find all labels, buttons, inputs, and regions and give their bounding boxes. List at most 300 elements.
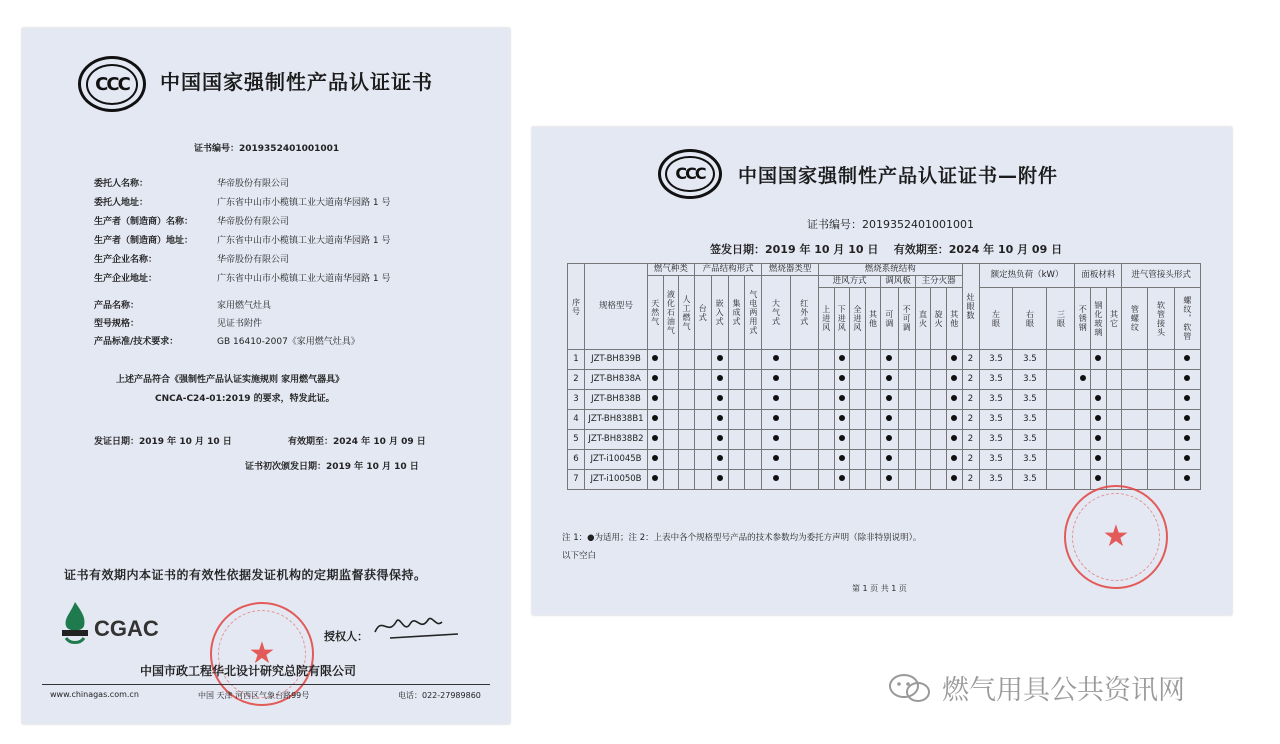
cell-mark (711, 410, 728, 430)
cell-mark (663, 410, 679, 430)
cell-eyes: 2 (962, 410, 979, 430)
phone: 电话：022-27989860 (398, 691, 481, 700)
cell-mark (1091, 450, 1107, 470)
cell-mark (1148, 390, 1174, 410)
bullet-icon (886, 475, 892, 481)
watermark-text: 燃气用具公共资讯网 (942, 675, 1185, 706)
bullet-icon (773, 355, 779, 361)
table-row (568, 390, 1201, 410)
bullet-icon (839, 375, 845, 381)
cell-mark (818, 450, 834, 470)
info-value: 广东省中山市小榄镇工业大道南华园路 1 号 (217, 236, 391, 246)
issue-date: 发证日期：2019 年 10 月 10 日 (94, 437, 232, 447)
bullet-icon (1184, 395, 1190, 401)
cell-mark (931, 470, 947, 490)
col-fire-2: 其他 (946, 288, 962, 350)
cell-mark (1174, 430, 1200, 450)
cell-mark (881, 390, 898, 410)
cell-mark (663, 390, 679, 410)
cell-load-right: 3.5 (1013, 390, 1047, 410)
cell-mark (1075, 470, 1091, 490)
bullet-icon (951, 475, 957, 481)
cell-mark (834, 470, 850, 490)
col-air-2: 全进风 (850, 288, 866, 350)
cell-mark (663, 450, 679, 470)
cell-load-left: 3.5 (979, 430, 1013, 450)
bullet-icon (773, 455, 779, 461)
col-inlet-2: 螺纹，软管 (1174, 288, 1200, 350)
col-panel-2: 其它 (1106, 288, 1122, 350)
cell-mark (679, 410, 695, 430)
cell-mark (881, 370, 898, 390)
bullet-icon (1184, 455, 1190, 461)
cell-mark (762, 470, 790, 490)
cell-mark (648, 410, 664, 430)
cell-mark (818, 470, 834, 490)
cell-load-right: 3.5 (1013, 450, 1047, 470)
cell-mark (946, 370, 962, 390)
flame-icon (60, 600, 90, 646)
cell-mark (762, 430, 790, 450)
cell-mark (762, 450, 790, 470)
cell-mark (745, 370, 762, 390)
cell-eyes: 2 (962, 450, 979, 470)
cell-mark (648, 350, 664, 370)
cell-mark (850, 470, 866, 490)
cell-model: JZT-BH838A (585, 370, 648, 390)
cell-seq: 3 (568, 390, 585, 410)
cell-load-left: 3.5 (979, 370, 1013, 390)
cell-mark (694, 350, 711, 370)
cell-mark (728, 370, 745, 390)
cell-mark (850, 450, 866, 470)
cgac-logo (60, 600, 180, 648)
cell-mark (648, 390, 664, 410)
cell-mark (1148, 350, 1174, 370)
cell-mark (1091, 370, 1107, 390)
col-panel-0: 不锈钢 (1075, 288, 1091, 350)
cell-mark (711, 470, 728, 490)
col-damper: 调风板 (881, 276, 915, 288)
cell-mark (850, 390, 866, 410)
bullet-icon (652, 455, 658, 461)
cell-mark (745, 430, 762, 450)
info-label: 委托人地址： (94, 198, 149, 208)
col-inlet: 进气管接头形式 (1122, 264, 1201, 288)
bullet-icon (839, 355, 845, 361)
cell-mark (865, 410, 881, 430)
cell-mark (1122, 430, 1148, 450)
footer-divider (42, 684, 490, 685)
issuing-organization: 中国市政工程华北设计研究总院有限公司 (140, 664, 357, 678)
cell-load-third (1047, 370, 1075, 390)
cell-model: JZT-i10045B (585, 450, 648, 470)
cell-mark (1148, 430, 1174, 450)
cell-mark (1075, 410, 1091, 430)
cell-mark (1148, 470, 1174, 490)
info-label: 生产企业地址： (94, 274, 158, 284)
cell-mark (790, 410, 818, 430)
bullet-icon (951, 375, 957, 381)
cell-mark (881, 430, 898, 450)
cell-mark (915, 350, 931, 370)
cell-mark (915, 430, 931, 450)
cell-mark (1122, 370, 1148, 390)
bullet-icon (1080, 375, 1086, 381)
bullet-icon (652, 375, 658, 381)
product-label: 产品名称： (94, 301, 140, 311)
cell-mark (648, 370, 664, 390)
cell-mark (745, 410, 762, 430)
cell-load-left: 3.5 (979, 410, 1013, 430)
attachment-dates: 签发日期：2019 年 10 月 10 日 有效期至：2024 年 10 月 09 日 (710, 243, 1063, 256)
cell-mark (745, 390, 762, 410)
col-model: 规格型号 (585, 264, 648, 350)
cell-mark (728, 430, 745, 450)
signature (370, 610, 460, 640)
cell-mark (946, 430, 962, 450)
cell-mark (1106, 370, 1122, 390)
col-fire-1: 旋火 (931, 288, 947, 350)
bullet-icon (1184, 475, 1190, 481)
info-value: 华帝股份有限公司 (217, 179, 290, 189)
cell-mark (834, 370, 850, 390)
ccc-logo-icon: CCC (658, 149, 722, 199)
cell-mark (946, 390, 962, 410)
col-panel: 面板材料 (1075, 264, 1122, 288)
cell-eyes: 2 (962, 390, 979, 410)
bullet-icon (886, 415, 892, 421)
bullet-icon (773, 435, 779, 441)
cell-load-third (1047, 390, 1075, 410)
bullet-icon (839, 435, 845, 441)
cell-mark (1174, 370, 1200, 390)
ccc-logo-icon: CCC (78, 56, 146, 112)
col-struct-3: 气电两用式 (745, 276, 762, 350)
cell-load-left: 3.5 (979, 470, 1013, 490)
bullet-icon (652, 415, 658, 421)
cell-mark (931, 410, 947, 430)
cell-mark (834, 350, 850, 370)
blank-note: 以下空白 (562, 551, 597, 561)
cell-mark (663, 470, 679, 490)
bullet-icon (717, 435, 723, 441)
cell-mark (865, 470, 881, 490)
main-certificate (22, 28, 510, 724)
table-row (568, 410, 1201, 430)
cell-load-left: 3.5 (979, 350, 1013, 370)
cell-mark (865, 350, 881, 370)
cell-mark (850, 370, 866, 390)
col-burner-1: 红外式 (790, 276, 818, 350)
cell-mark (881, 410, 898, 430)
bullet-icon (1095, 455, 1101, 461)
cell-mark (931, 370, 947, 390)
product-label: 产品标准/技术要求： (94, 337, 179, 347)
bullet-icon (652, 355, 658, 361)
cell-load-right: 3.5 (1013, 470, 1047, 490)
cell-mark (898, 390, 915, 410)
cell-mark (790, 390, 818, 410)
col-eyes: 灶眼数 (962, 264, 979, 350)
info-value: 华帝股份有限公司 (217, 255, 290, 265)
cell-mark (663, 430, 679, 450)
validity-note: 证书有效期内本证书的有效性依据发证机构的定期监督获得保持。 (64, 568, 427, 582)
col-burner-0: 大气式 (762, 276, 790, 350)
bullet-icon (1184, 375, 1190, 381)
cell-mark (663, 350, 679, 370)
info-label: 生产企业名称： (94, 255, 158, 265)
cell-load-third (1047, 350, 1075, 370)
cell-eyes: 2 (962, 350, 979, 370)
info-value: 华帝股份有限公司 (217, 217, 290, 227)
cgac-text: CGAC (94, 616, 159, 641)
cell-mark (790, 450, 818, 470)
cell-mark (898, 350, 915, 370)
cell-mark (931, 350, 947, 370)
cell-mark (1075, 350, 1091, 370)
cell-mark (1106, 410, 1122, 430)
cell-mark (881, 470, 898, 490)
col-system: 燃烧系统结构 (818, 264, 962, 276)
product-value: GB 16410-2007《家用燃气灶具》 (217, 337, 360, 347)
bullet-icon (773, 415, 779, 421)
col-load-0: 左眼 (979, 288, 1013, 350)
cell-mark (679, 350, 695, 370)
cell-mark (1122, 350, 1148, 370)
bullet-icon (652, 435, 658, 441)
bullet-icon (1095, 475, 1101, 481)
bullet-icon (886, 395, 892, 401)
cell-mark (1075, 430, 1091, 450)
bullet-icon (652, 395, 658, 401)
bullet-icon (1184, 435, 1190, 441)
bullet-icon (951, 455, 957, 461)
info-label: 生产者（制造商）地址： (94, 236, 194, 246)
bullet-icon (1095, 435, 1101, 441)
bullet-icon (773, 475, 779, 481)
cell-mark (648, 470, 664, 490)
bullet-icon (951, 355, 957, 361)
cell-mark (881, 350, 898, 370)
cell-eyes: 2 (962, 470, 979, 490)
info-value: 广东省中山市小榄镇工业大道南华园路 1 号 (217, 198, 391, 208)
certificate-attachment (532, 127, 1232, 615)
cell-mark (915, 450, 931, 470)
cell-eyes: 2 (962, 370, 979, 390)
cell-mark (762, 370, 790, 390)
cell-mark (834, 390, 850, 410)
bullet-icon (1095, 395, 1101, 401)
cell-mark (818, 370, 834, 390)
col-struct-1: 嵌入式 (711, 276, 728, 350)
col-air: 进风方式 (818, 276, 880, 288)
cell-mark (1091, 350, 1107, 370)
certificate-number: 证书编号：2019352401001001 (194, 144, 340, 154)
bullet-icon (717, 455, 723, 461)
table-row (568, 450, 1201, 470)
cell-mark (694, 430, 711, 450)
cell-mark (1106, 450, 1122, 470)
cell-mark (790, 370, 818, 390)
cell-mark (946, 350, 962, 370)
cell-mark (818, 390, 834, 410)
cell-mark (679, 430, 695, 450)
first-issue-date: 证书初次颁发日期：2019 年 10 月 10 日 (245, 462, 419, 472)
cell-mark (865, 370, 881, 390)
cell-mark (1122, 410, 1148, 430)
cell-mark (694, 470, 711, 490)
col-inlet-1: 软管接头 (1148, 288, 1174, 350)
cell-seq: 6 (568, 450, 585, 470)
conformity-statement-1: 上述产品符合《强制性产品认证实施规则 家用燃气器具》 (116, 375, 345, 385)
bullet-icon (717, 355, 723, 361)
page-indicator: 第 1 页 共 1 页 (852, 584, 907, 593)
cell-load-third (1047, 470, 1075, 490)
cell-mark (679, 390, 695, 410)
cell-load-right: 3.5 (1013, 430, 1047, 450)
model-spec-table (567, 263, 1201, 490)
cell-model: JZT-BH838B2 (585, 430, 648, 450)
red-seal-stamp: ★ (1064, 485, 1168, 589)
info-value: 广东省中山市小榄镇工业大道南华园路 1 号 (217, 274, 391, 284)
cell-mark (1174, 390, 1200, 410)
cell-seq: 4 (568, 410, 585, 430)
cell-mark (1075, 450, 1091, 470)
cell-mark (728, 410, 745, 430)
cell-mark (915, 390, 931, 410)
cell-mark (1091, 410, 1107, 430)
bullet-icon (1184, 415, 1190, 421)
bullet-icon (951, 435, 957, 441)
cell-mark (818, 430, 834, 450)
cell-mark (790, 470, 818, 490)
table-row (568, 370, 1201, 390)
bullet-icon (886, 355, 892, 361)
bullet-icon (951, 415, 957, 421)
bullet-icon (839, 475, 845, 481)
cell-model: JZT-BH838B (585, 390, 648, 410)
cell-mark (711, 350, 728, 370)
cell-seq: 7 (568, 470, 585, 490)
website: www.chinagas.com.cn (50, 690, 139, 699)
cell-mark (711, 390, 728, 410)
cell-mark (728, 470, 745, 490)
col-seq: 序号 (568, 264, 585, 350)
cell-mark (898, 370, 915, 390)
col-air-1: 下进风 (834, 288, 850, 350)
cell-mark (790, 350, 818, 370)
cell-mark (865, 450, 881, 470)
info-label: 生产者（制造商）名称： (94, 217, 194, 227)
cell-load-right: 3.5 (1013, 410, 1047, 430)
cell-mark (834, 430, 850, 450)
cell-mark (711, 450, 728, 470)
cell-load-left: 3.5 (979, 390, 1013, 410)
col-gas-type: 燃气种类 (648, 264, 695, 276)
cell-mark (931, 450, 947, 470)
col-gas-2: 人工燃气 (679, 276, 695, 350)
bullet-icon (886, 375, 892, 381)
cell-mark (1075, 370, 1091, 390)
cell-mark (850, 430, 866, 450)
info-label: 委托人名称： (94, 179, 149, 189)
attachment-certificate-number: 证书编号：2019352401001001 (807, 218, 974, 231)
cell-mark (946, 470, 962, 490)
cell-mark (915, 470, 931, 490)
bullet-icon (717, 475, 723, 481)
product-value: 家用燃气灶具 (217, 301, 272, 311)
cell-mark (1091, 390, 1107, 410)
bullet-icon (717, 415, 723, 421)
cell-mark (694, 410, 711, 430)
col-damper-0: 可调 (881, 288, 898, 350)
product-label: 型号规格： (94, 319, 140, 329)
col-load-1: 右眼 (1013, 288, 1047, 350)
cell-mark (1106, 350, 1122, 370)
cell-seq: 2 (568, 370, 585, 390)
cell-mark (790, 430, 818, 450)
bullet-icon (652, 475, 658, 481)
address: 中国 天津 河西区气象台路99号 (198, 691, 310, 700)
cell-load-left: 3.5 (979, 450, 1013, 470)
cell-mark (711, 370, 728, 390)
red-seal-stamp: ★ (210, 602, 314, 706)
cell-mark (1106, 430, 1122, 450)
cell-seq: 1 (568, 350, 585, 370)
col-damper-1: 不可调 (898, 288, 915, 350)
cell-mark (1174, 410, 1200, 430)
cell-mark (1122, 450, 1148, 470)
col-panel-1: 钢化玻璃 (1091, 288, 1107, 350)
cell-mark (881, 450, 898, 470)
bullet-icon (839, 415, 845, 421)
cell-mark (728, 390, 745, 410)
cell-mark (915, 370, 931, 390)
cell-mark (728, 450, 745, 470)
col-air-0: 上进风 (818, 288, 834, 350)
col-inlet-0: 管螺纹 (1122, 288, 1148, 350)
cell-mark (1106, 390, 1122, 410)
col-structure: 产品结构形式 (694, 264, 762, 276)
cell-load-third (1047, 410, 1075, 430)
col-gas-1: 液化石油气 (663, 276, 679, 350)
cell-mark (915, 410, 931, 430)
bullet-icon (886, 435, 892, 441)
table-note: 注 1：●为适用；注 2：上表中各个规格型号产品的技术参数均为委托方声明（除非特别说明）。 (562, 533, 922, 543)
cell-mark (1122, 390, 1148, 410)
cell-mark (663, 370, 679, 390)
cell-mark (745, 350, 762, 370)
cell-mark (745, 450, 762, 470)
cell-mark (1091, 430, 1107, 450)
cell-mark (1148, 410, 1174, 430)
watermark (888, 668, 1185, 707)
col-burner: 燃烧器类型 (762, 264, 819, 276)
table-row (568, 350, 1201, 370)
conformity-statement-2: CNCA-C24-01:2019 的要求，特发此证。 (155, 394, 335, 404)
cell-mark (865, 390, 881, 410)
cell-mark (834, 410, 850, 430)
bullet-icon (717, 395, 723, 401)
cell-mark (679, 450, 695, 470)
col-load: 额定热负荷（kW） (979, 264, 1075, 288)
wechat-icon (888, 672, 932, 704)
col-struct-2: 集成式 (728, 276, 745, 350)
cell-seq: 5 (568, 430, 585, 450)
cell-mark (1075, 390, 1091, 410)
col-gas-0: 天然气 (648, 276, 664, 350)
